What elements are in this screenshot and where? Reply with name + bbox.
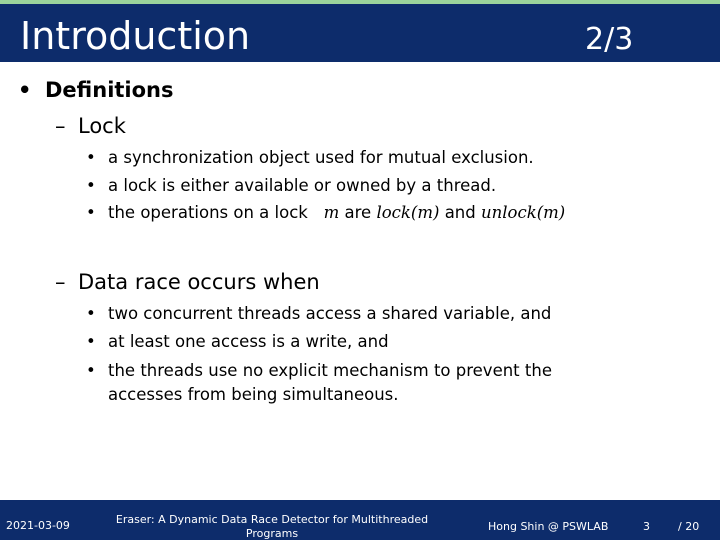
lock-bullet-3: [108, 203, 565, 222]
lock-heading: Lock: [78, 114, 126, 138]
race-bullet-3: the threads use no explicit mechanism to prevent the: [108, 361, 552, 380]
footer-bar: [0, 500, 720, 540]
race-bullet-1: two concurrent threads access a shared variable, and: [108, 304, 552, 323]
lock-op: lock(m): [376, 203, 440, 222]
lock-ops-are: are: [344, 203, 372, 222]
unlock-op: unlock(m): [480, 203, 566, 222]
race-heading: Data race occurs when: [78, 270, 320, 294]
lock-bullet-1: a synchronization object used for mutual exclusion.: [108, 148, 534, 167]
bullet-l3-marker: •: [86, 148, 96, 167]
footer-page-total: / 20: [678, 520, 700, 533]
lock-ops-prefix: the operations on a lock: [108, 203, 308, 222]
lock-bullet-2: a lock is either available or owned by a thread.: [108, 176, 497, 195]
slide-title: Introduction: [20, 14, 251, 58]
footer-page-number: 3: [643, 520, 650, 533]
footer-author: Hong Shin @ PSWLAB: [488, 520, 609, 533]
bullet-l1-marker: •: [18, 78, 32, 102]
section-progress: 2/3: [585, 22, 634, 57]
dash-marker: –: [55, 114, 66, 138]
footer-date: 2021-03-09: [6, 519, 70, 532]
lock-ops-var: m: [323, 203, 340, 222]
footer-talk-title-line2: Programs: [245, 527, 299, 540]
title-bar: [0, 4, 720, 62]
race-bullet-2: at least one access is a write, and: [108, 332, 389, 351]
bullet-l3-marker: •: [86, 361, 96, 380]
section-heading: Definitions: [45, 78, 174, 102]
race-bullet-3-cont: accesses from being simultaneous.: [108, 385, 399, 404]
dash-marker: –: [55, 270, 66, 294]
lock-ops-and: and: [444, 203, 476, 222]
bullet-l3-marker: •: [86, 304, 96, 323]
bullet-l3-marker: •: [86, 176, 96, 195]
bullet-l3-marker: •: [86, 203, 96, 222]
bullet-l3-marker: •: [86, 332, 96, 351]
footer-talk-title-line1: Eraser: A Dynamic Data Race Detector for Multithreaded: [115, 513, 429, 526]
